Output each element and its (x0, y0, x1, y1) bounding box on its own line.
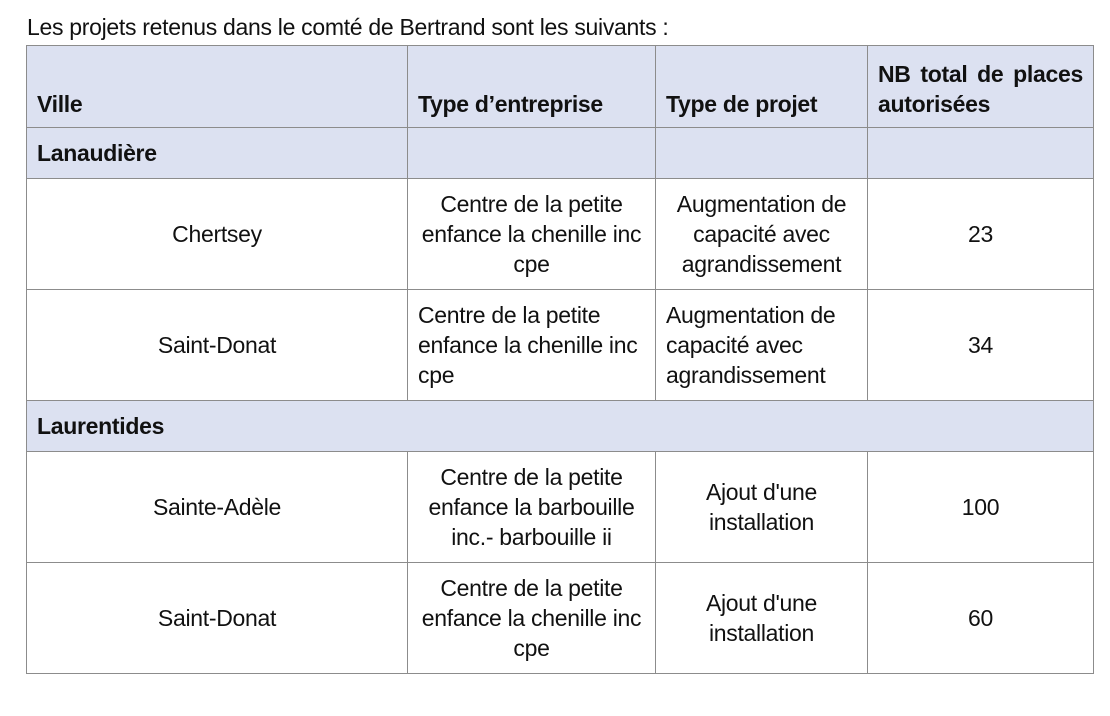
cell-ville: Chertsey (27, 179, 408, 290)
region-empty-cell (408, 128, 656, 179)
cell-projet: Augmentation de capacité avec agrandissement (656, 290, 868, 401)
intro-text: Les projets retenus dans le comté de Bertrand sont les suivants : (27, 14, 669, 40)
region-empty-cell (656, 128, 868, 179)
cell-ville: Saint-Donat (27, 563, 408, 674)
header-places: NB total de places autorisées (868, 46, 1094, 128)
cell-entreprise: Centre de la petite enfance la chenille inc cpe (408, 563, 656, 674)
region-name: Lanaudière (27, 128, 408, 179)
cell-places: 23 (868, 179, 1094, 290)
cell-ville: Sainte-Adèle (27, 452, 408, 563)
cell-projet: Ajout d'une installation (656, 452, 868, 563)
projects-table (26, 45, 1094, 674)
region-row-lanaudiere (27, 128, 1094, 179)
cell-projet: Augmentation de capacité avec agrandissement (656, 179, 868, 290)
cell-ville: Saint-Donat (27, 290, 408, 401)
table-header-row (27, 46, 1094, 128)
table-row (27, 452, 1094, 563)
cell-entreprise: Centre de la petite enfance la chenille inc cpe (408, 179, 656, 290)
cell-projet: Ajout d'une installation (656, 563, 868, 674)
cell-entreprise: Centre de la petite enfance la chenille inc cpe (408, 290, 656, 401)
cell-places: 60 (868, 563, 1094, 674)
region-row-laurentides (27, 401, 1094, 452)
table-row (27, 563, 1094, 674)
cell-places: 34 (868, 290, 1094, 401)
table-row (27, 290, 1094, 401)
table-row (27, 179, 1094, 290)
region-empty-cell (868, 128, 1094, 179)
header-ville: Ville (27, 46, 408, 128)
cell-places: 100 (868, 452, 1094, 563)
header-type-projet: Type de projet (656, 46, 868, 128)
cell-entreprise: Centre de la petite enfance la barbouille inc.- barbouille ii (408, 452, 656, 563)
region-name: Laurentides (27, 401, 1094, 452)
header-type-entreprise: Type d’entreprise (408, 46, 656, 128)
